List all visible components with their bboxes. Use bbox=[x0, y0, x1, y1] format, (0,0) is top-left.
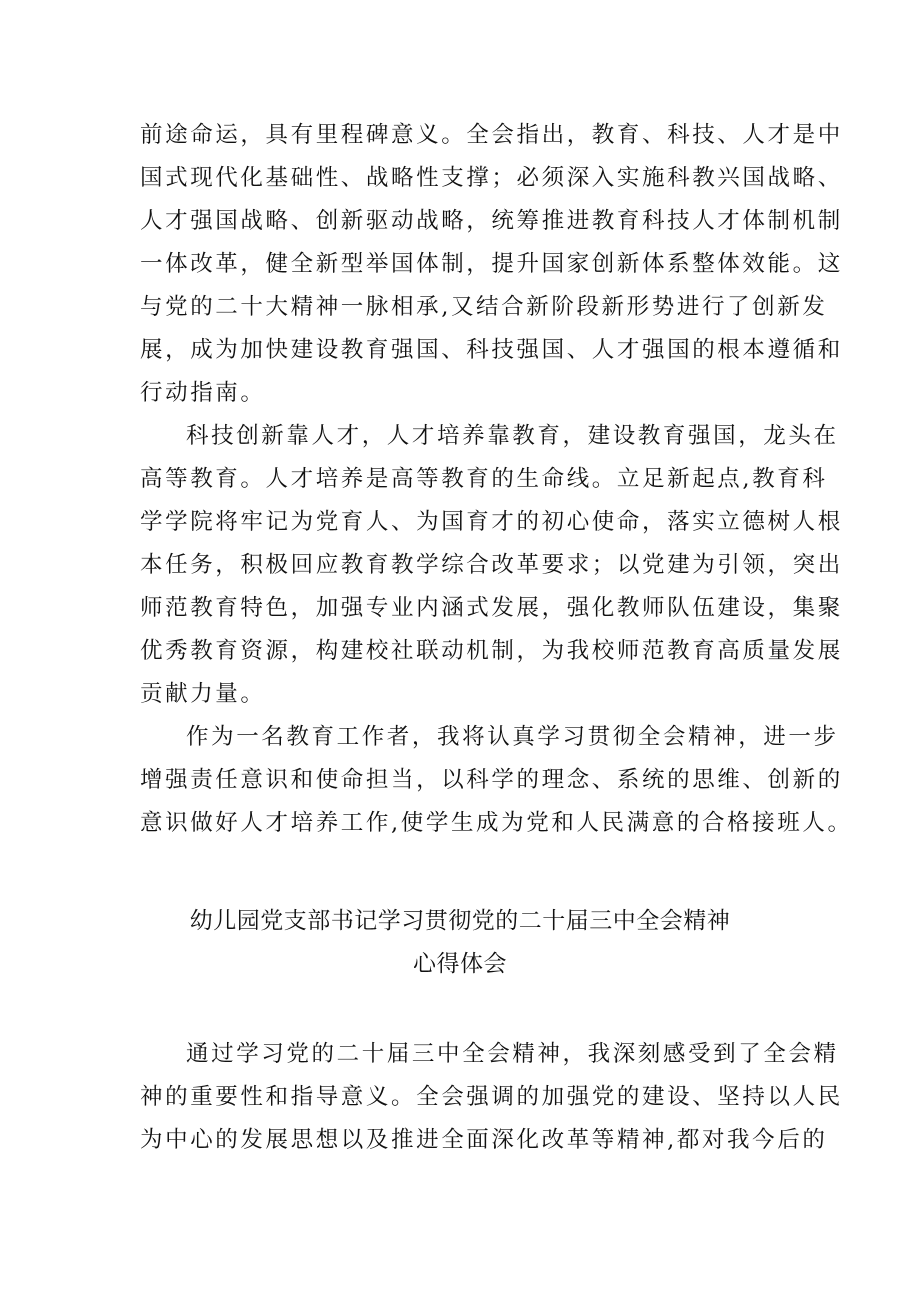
text-line: 高等教育。人才培养是高等教育的生命线。立足新起点,教育科 bbox=[140, 466, 828, 492]
text-line: 本任务，积极回应教育教学综合改革要求；以党建为引领，突出 bbox=[140, 552, 843, 578]
text-line: 增强责任意识和使命担当，以科学的理念、系统的思维、创新的 bbox=[140, 767, 843, 793]
paragraph-study bbox=[140, 1033, 843, 1162]
text-line: 与党的二十大精神一脉相承,又结合新阶段新形势进行了创新发 bbox=[140, 294, 828, 320]
section-heading bbox=[0, 900, 920, 986]
text-line: 一体改革，健全新型举国体制，提升国家创新体系整体效能。这 bbox=[140, 251, 843, 277]
text-line: 神的重要性和指导意义。全会强调的加强党的建设、坚持以人民 bbox=[140, 1084, 843, 1110]
text-line: 通过学习党的二十届三中全会精神，我深刻感受到了全会精 bbox=[186, 1041, 839, 1067]
text-line: 科技创新靠人才，人才培养靠教育，建设教育强国，龙头在 bbox=[186, 423, 839, 449]
text-line: 意识做好人才培养工作,使学生成为党和人民满意的合格接班人。 bbox=[140, 810, 853, 836]
heading-line-1: 幼儿园党支部书记学习贯彻党的二十届三中全会精神 bbox=[189, 908, 731, 934]
text-line: 行动指南。 bbox=[140, 380, 266, 406]
paragraph-talent-education bbox=[140, 415, 843, 716]
text-line: 国式现代化基础性、战略性支撑；必须深入实施科教兴国战略、 bbox=[140, 165, 843, 191]
text-line: 人才强国战略、创新驱动战略，统筹推进教育科技人才体制机制 bbox=[140, 208, 843, 234]
text-line: 为中心的发展思想以及推进全面深化改革等精神,都对我今后的 bbox=[140, 1127, 828, 1153]
text-line: 作为一名教育工作者，我将认真学习贯彻全会精神，进一步 bbox=[186, 724, 839, 750]
text-line: 优秀教育资源，构建校社联动机制，为我校师范教育高质量发展 bbox=[140, 638, 843, 664]
text-line: 前途命运，具有里程碑意义。全会指出，教育、科技、人才是中 bbox=[140, 122, 843, 148]
text-line: 学学院将牢记为党育人、为国育才的初心使命，落实立德树人根 bbox=[140, 509, 843, 535]
text-line: 师范教育特色，加强专业内涵式发展，强化教师队伍建设，集聚 bbox=[140, 595, 843, 621]
paragraph-continuation bbox=[140, 114, 843, 415]
paragraph-educator bbox=[140, 716, 853, 845]
heading-line-2: 心得体会 bbox=[413, 951, 507, 977]
text-line: 贡献力量。 bbox=[140, 681, 266, 707]
text-line: 展，成为加快建设教育强国、科技强国、人才强国的根本遵循和 bbox=[140, 337, 843, 363]
